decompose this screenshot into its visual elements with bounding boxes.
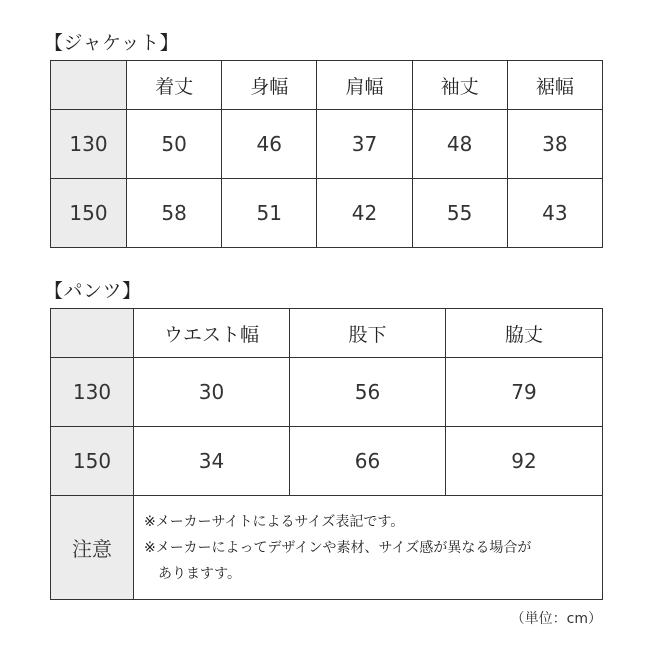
value-cell: 66 bbox=[290, 427, 446, 496]
size-label-cell: 130 bbox=[51, 358, 134, 427]
value-cell: 34 bbox=[134, 427, 290, 496]
header-cell-width: 身幅 bbox=[222, 61, 317, 110]
notes-cell bbox=[134, 496, 603, 600]
value-cell: 48 bbox=[412, 110, 507, 179]
header-cell-shoulder: 肩幅 bbox=[317, 61, 412, 110]
header-cell-outseam: 脇丈 bbox=[446, 309, 603, 358]
unit-note: （単位：cm） bbox=[510, 611, 602, 627]
pants-section-title: 【パンツ】 bbox=[44, 280, 142, 302]
value-cell: 37 bbox=[317, 110, 412, 179]
value-cell: 43 bbox=[507, 179, 602, 248]
value-cell: 51 bbox=[222, 179, 317, 248]
value-cell: 46 bbox=[222, 110, 317, 179]
size-label-cell: 150 bbox=[51, 179, 127, 248]
note-line: ※メーカーによってデザインや素材、サイズ感が異なる場合が bbox=[144, 539, 532, 556]
value-cell: 50 bbox=[127, 110, 222, 179]
size-label-cell: 130 bbox=[51, 110, 127, 179]
table-header-row bbox=[51, 61, 603, 110]
header-cell-hem: 裾幅 bbox=[507, 61, 602, 110]
table-header-row bbox=[51, 309, 603, 358]
value-cell: 92 bbox=[446, 427, 603, 496]
value-cell: 30 bbox=[134, 358, 290, 427]
value-cell: 38 bbox=[507, 110, 602, 179]
pants-size-table bbox=[50, 308, 603, 600]
table-row bbox=[51, 179, 603, 248]
value-cell: 55 bbox=[412, 179, 507, 248]
table-row bbox=[51, 427, 603, 496]
note-line: ※メーカーサイトによるサイズ表記です。 bbox=[144, 513, 405, 530]
table-row bbox=[51, 110, 603, 179]
header-corner-cell bbox=[51, 61, 127, 110]
value-cell: 58 bbox=[127, 179, 222, 248]
header-cell-waist: ウエスト幅 bbox=[134, 309, 290, 358]
table-row bbox=[51, 358, 603, 427]
jacket-size-table bbox=[50, 60, 603, 248]
header-corner-cell bbox=[51, 309, 134, 358]
size-label-cell: 150 bbox=[51, 427, 134, 496]
header-cell-length: 着丈 bbox=[127, 61, 222, 110]
notes-label-cell: 注意 bbox=[51, 496, 134, 600]
value-cell: 79 bbox=[446, 358, 603, 427]
jacket-section-title: 【ジャケット】 bbox=[44, 32, 180, 54]
header-cell-sleeve: 袖丈 bbox=[412, 61, 507, 110]
value-cell: 56 bbox=[290, 358, 446, 427]
header-cell-inseam: 股下 bbox=[290, 309, 446, 358]
value-cell: 42 bbox=[317, 179, 412, 248]
notes-row bbox=[51, 496, 603, 600]
note-line-continuation: ありますす。 bbox=[158, 565, 242, 582]
